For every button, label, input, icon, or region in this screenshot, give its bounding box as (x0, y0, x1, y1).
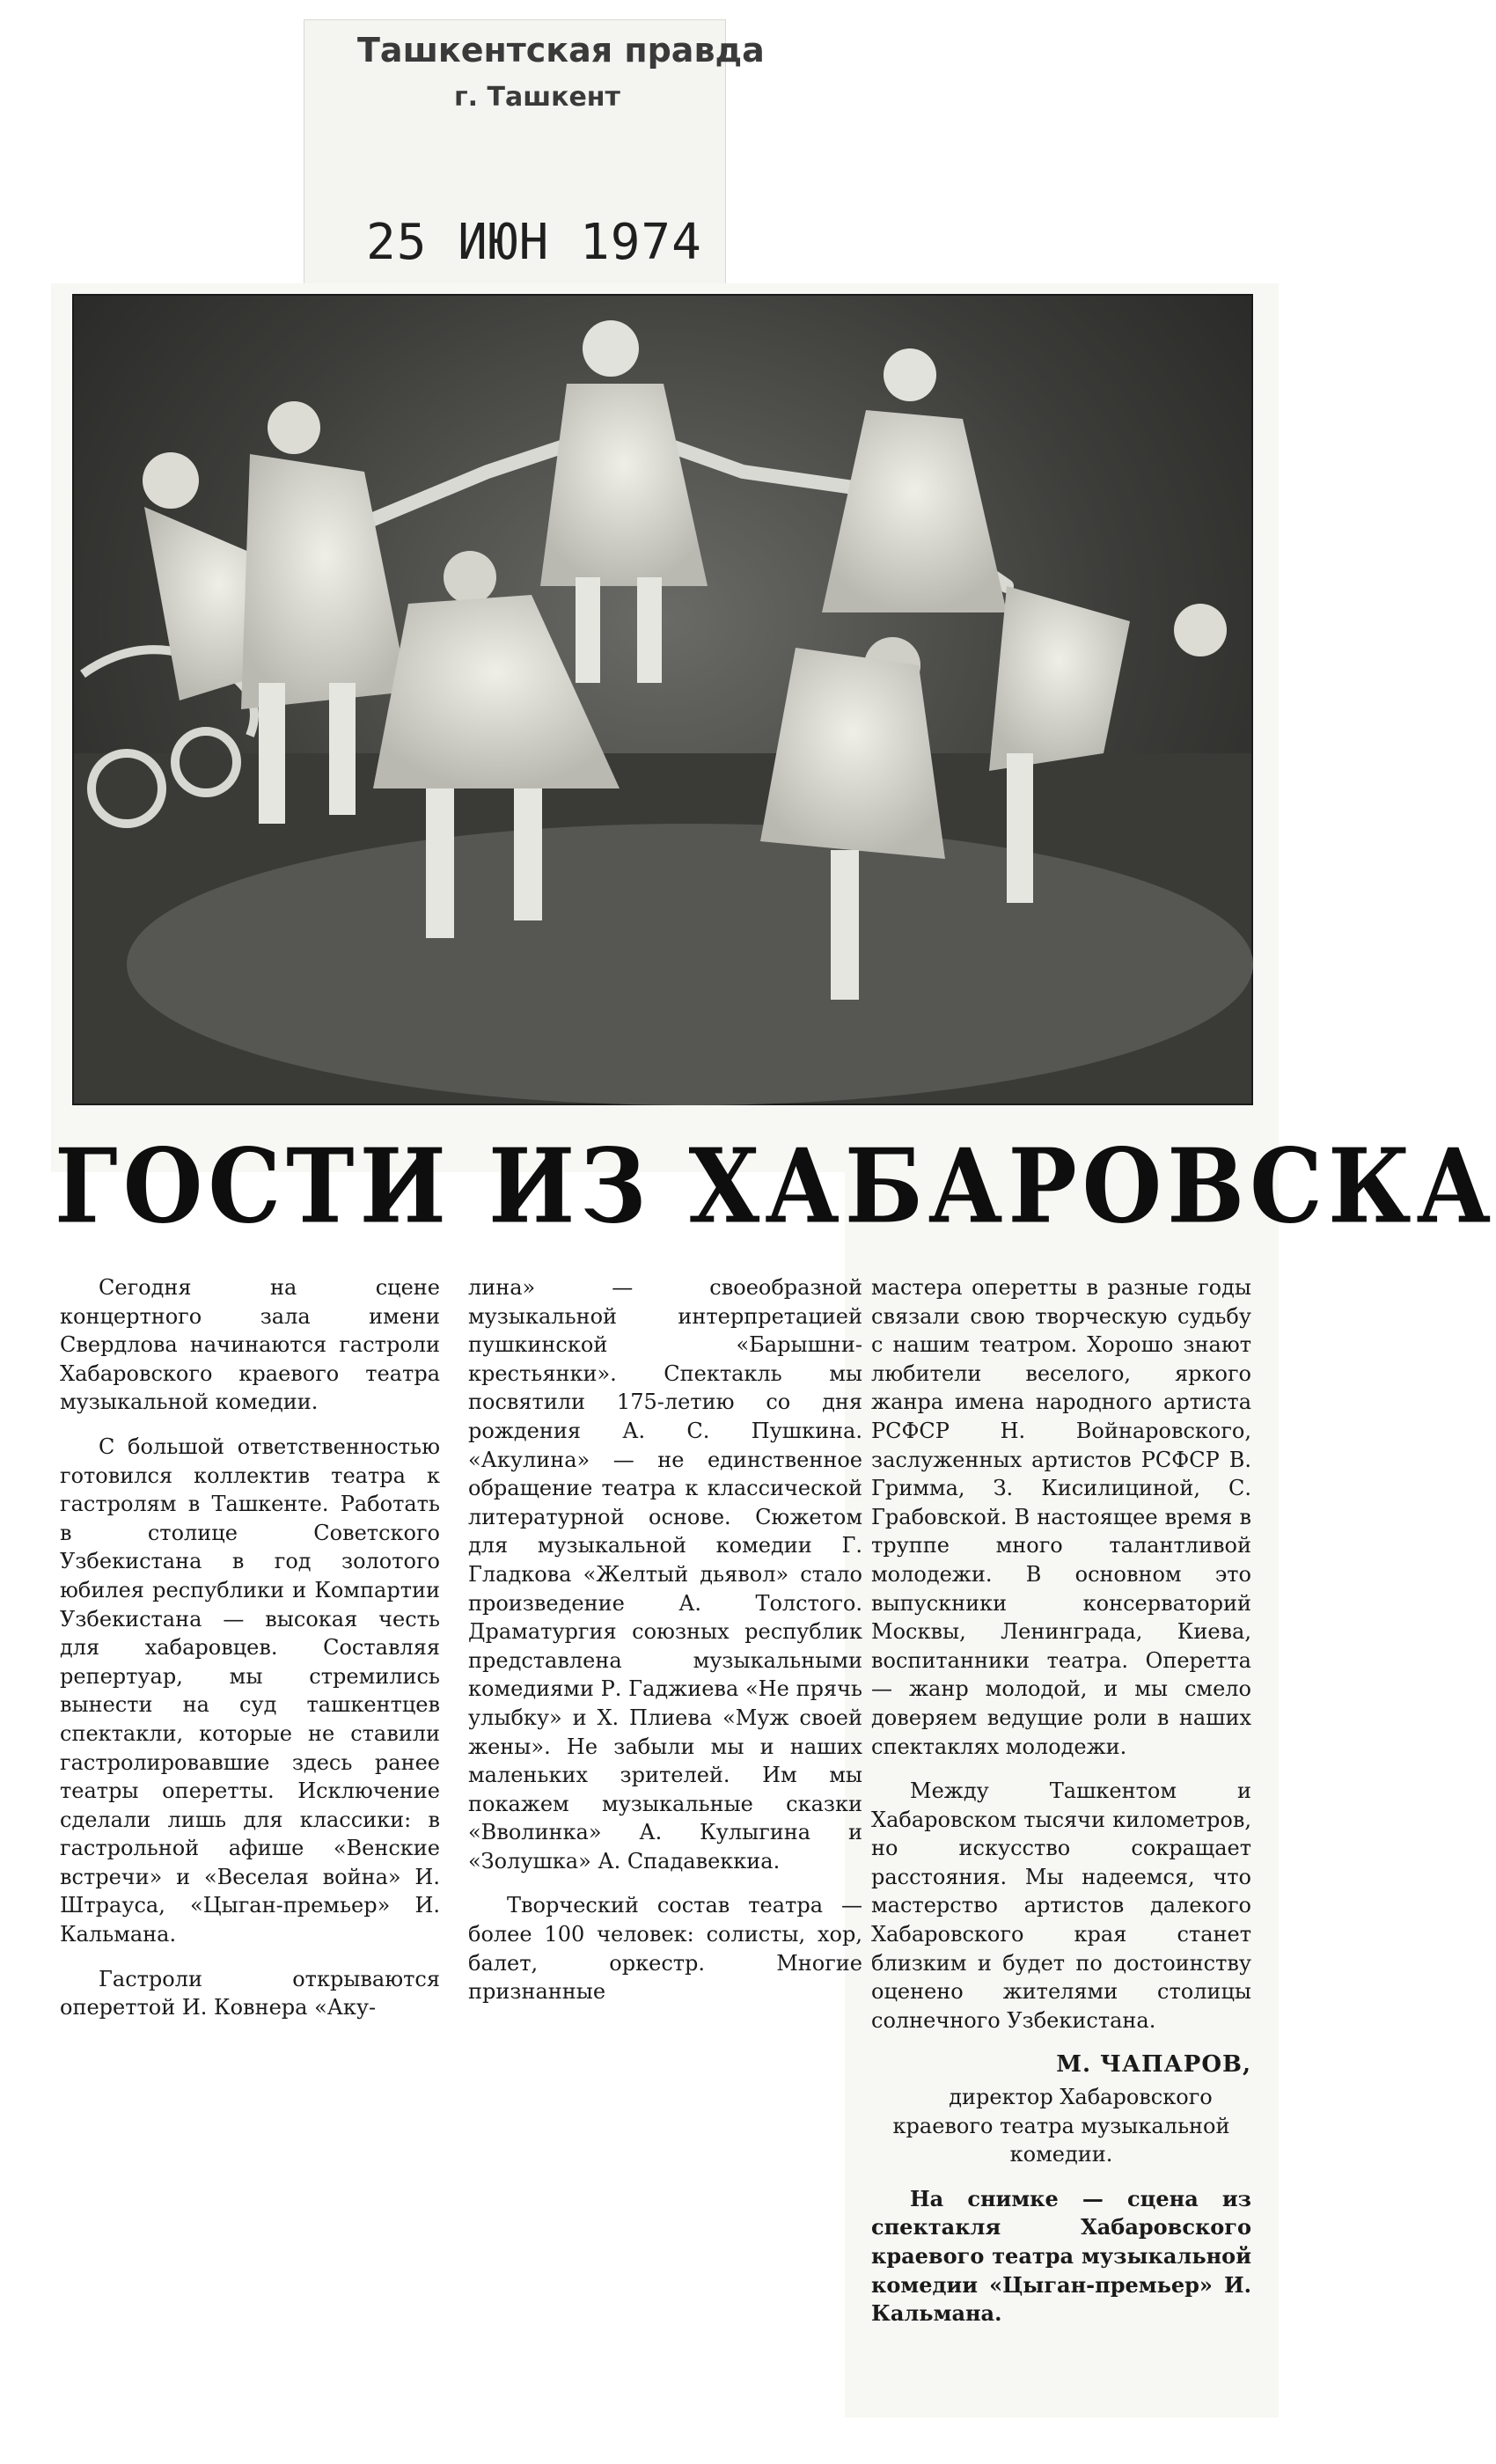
text-column-3 (871, 1273, 1251, 2344)
stage-photo (72, 294, 1253, 1105)
paragraph: Гастроли открываются опереттой И. Ковнера «Аку- (60, 1966, 440, 2020)
article-headline: ГОСТИ ИЗ ХАБАРОВСКА (55, 1125, 1496, 1247)
paragraph: С большой ответственностью готовился коллектив театра к гастролям в Ташкенте. Работать в столице Советского Узбекистана в год золотого юбилея республики и Компартии Узбекистана — высокая честь для хабаровцев. Составляя репертуар, мы стремились вынести на суд ташкентцев спектакли, которые не ставили гастролировавшие здесь ранее театры оперетты. Исключение сделали лишь для классики: в гастрольной афише «Венские встречи» и «Веселая война» И. Штрауса, «Цыган-премьер» И. Кальмана. (60, 1434, 440, 1947)
author-signature: М. ЧАПАРОВ, (1056, 2051, 1251, 2079)
photo-caption: На снимке — сцена из спектакля Хабаровского краевого театра музыкальной комедии «Цыган-премьер» И. Кальмана. (871, 2185, 1251, 2327)
paragraph: мастера оперетты в разные годы связали свою творческую судьбу с нашим театром. Хорошо знают любители веселого, яркого жанра имена народного артиста РСФСР Н. Войнаровского, заслуженных артистов РСФСР В. Гримма, З. Кисилициной, С. Грабовской. В настоящее время в труппе много талантливой молодежи. В основном это выпускники консерваторий Москвы, Ленинграда, Киева, воспитанники театра. Оперетта — жанр молодой, и мы смело доверяем ведущие роли в наших спектаклях молодежи. (871, 1275, 1251, 1759)
stamp-newspaper-name: Ташкентская правда (357, 31, 765, 70)
newspaper-stamp (304, 19, 765, 285)
paragraph: Сегодня на сцене концертного зала имени Свердлова начинаются гастроли Хабаровского краевого театра музыкальной комедии. (60, 1275, 440, 1415)
paragraph: лина» — своеобразной музыкальной интерпретацией пушкинской «Барышни-крестьянки». Спектакль мы посвятили 175-летию со дня рождения А. С. Пушкина. «Акулина» — не единственное обращение театра к классической литературной основе. Сюжетом для музыкальной комедии Г. Гладкова «Желтый дьявол» стало произведение А. Толстого. Драматургия союзных республик представлена музыкальными комедиями Р. Гаджиева «Не прячь улыбку» и Х. Плиева «Муж своей жены». Не забыли мы и наших маленьких зрителей. Им мы покажем музыкальные сказки «Вволинка» А. Кулыгина и «Золушка» А. Спадавеккиа. (468, 1275, 862, 1874)
stamp-city: г. Ташкент (454, 82, 620, 113)
author-title: директор Хабаровского краевого театра музыкальной комедии. (892, 2085, 1230, 2167)
dancers-illustration (74, 296, 1251, 1104)
paragraph: Творческий состав театра — более 100 человек: солисты, хор, балет, оркестр. Многие признанные (468, 1893, 862, 2005)
paragraph: Между Ташкентом и Хабаровском тысячи километров, но искусство сокращает расстояния. Мы надеемся, что мастерство артистов далекого Хабаровского края станет близким и будет по достоинству оценено жителями столицы солнечного Узбекистана. (871, 1778, 1251, 2033)
text-column-1 (60, 1273, 440, 2038)
text-column-2 (468, 1273, 862, 2022)
stamp-date: 25 ИЮН 1974 (366, 214, 702, 271)
